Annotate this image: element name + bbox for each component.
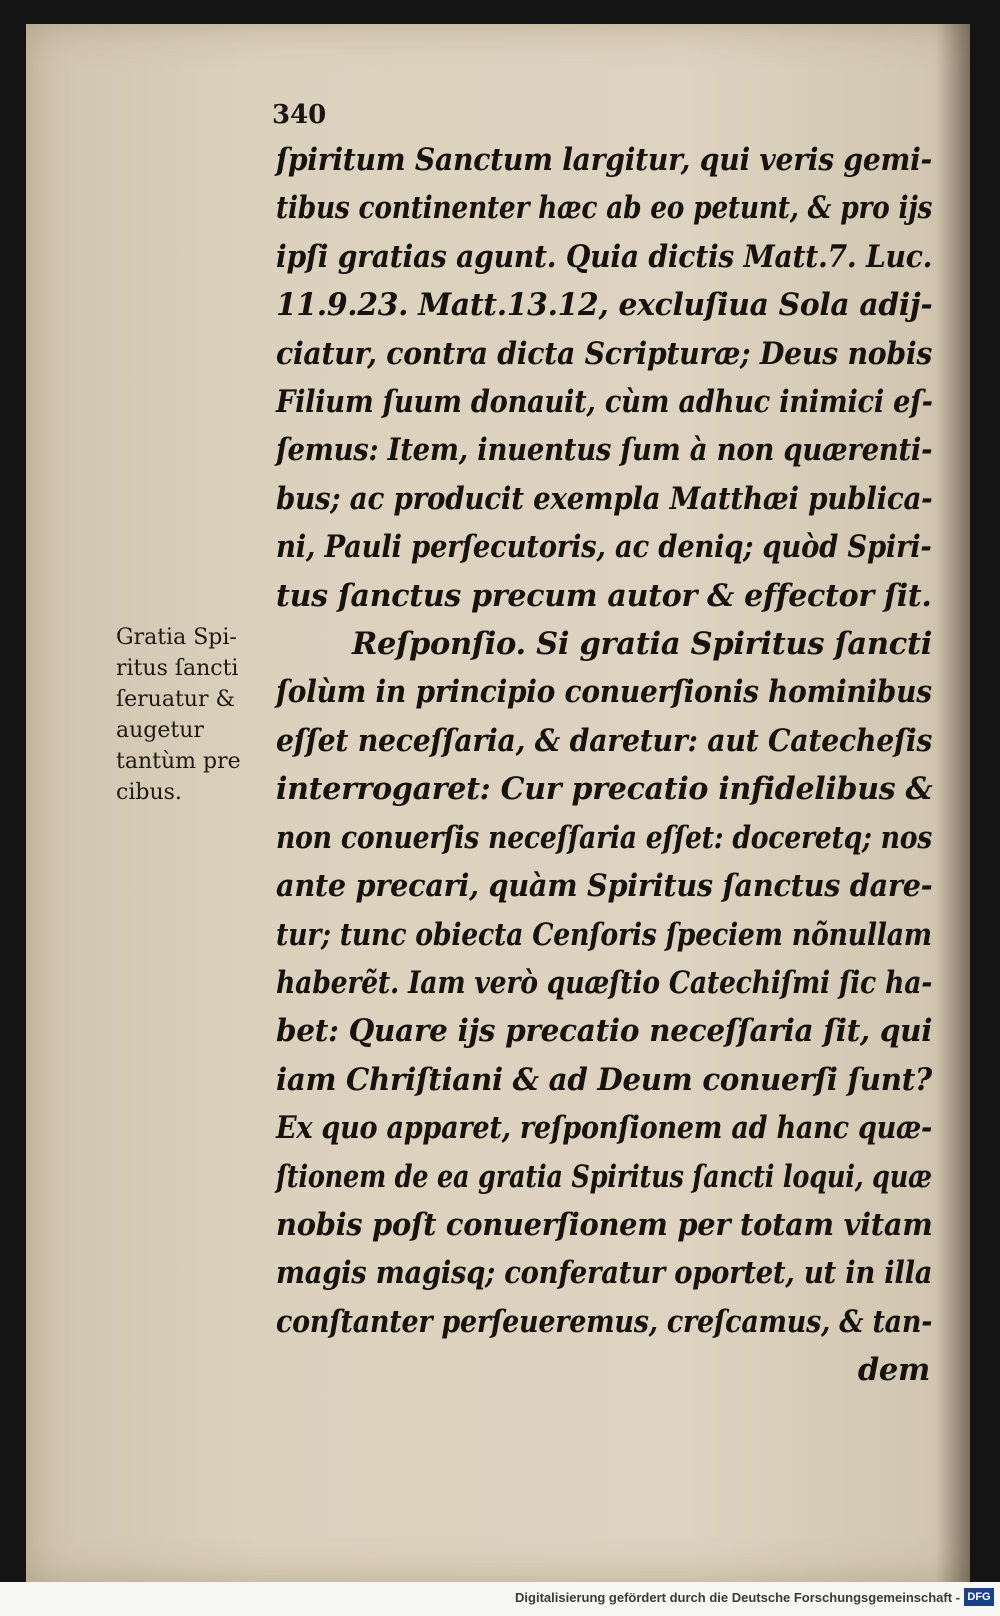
text-line: conſtanter perſeueremus, creſcamus, & tan- (276, 1303, 933, 1340)
text-line: ſpiritum Sanctum largitur, qui veris gemi- (276, 142, 932, 178)
text-line: tur; tunc obiecta Cenſoris ſpeciem nõnullam (276, 916, 932, 953)
marginal-note-line: Gratia Spi- (116, 625, 237, 650)
page-gutter-shadow (936, 24, 970, 1582)
text-line: ſolùm in principio conuerſionis hominibus (276, 674, 932, 711)
marginal-note-line: ſeruatur & (116, 687, 236, 712)
page-number: 340 (272, 100, 327, 130)
marginal-note-line: cibus. (116, 780, 182, 805)
text-line: non conuerſis neceſſaria eſſet: doceretq; nos (276, 819, 933, 856)
text-line: ipſi gratias agunt. Quia dictis Matt.7. Luc. (276, 238, 933, 275)
footer-credit: Digitalisierung gefördert durch die Deutsche Forschungsgemeinschaft - (515, 1590, 960, 1605)
text-line: interrogaret: Cur precatio infidelibus & (276, 771, 933, 808)
text-line: ſemus: Item, inuentus ſum à non quærenti- (276, 432, 933, 469)
text-line: iam Chriſtiani & ad Deum conuerſi ſunt? (276, 1061, 932, 1098)
marginal-note-line: tantùm pre (116, 749, 241, 774)
text-line: eſſet neceſſaria, & daretur: aut Catecheſis (276, 722, 933, 759)
marginal-note-line: augetur (116, 718, 204, 743)
marginal-note (116, 622, 276, 808)
body-text (276, 136, 936, 1395)
marginal-note-line: ritus ſancti (116, 656, 239, 681)
text-line: bet: Quare ijs precatio neceſſaria ſit, qui (276, 1013, 933, 1050)
text-line: magis magisq; conferatur oportet, ut in illa (276, 1255, 933, 1292)
dfg-logo-icon: DFG (964, 1588, 994, 1606)
text-line: ni, Pauli perſecutoris, ac deniq; quòd Spiri- (276, 529, 932, 566)
text-line: haberẽt. Iam verò quæſtio Catechiſmi ſic ha- (276, 964, 933, 1001)
text-line: ſtionem de ea gratia Spiritus ſancti loqui, quæ (276, 1158, 932, 1195)
text-line: ciatur, contra dicta Scripturæ; Deus nobis (276, 335, 932, 372)
catchword: dem (857, 1352, 930, 1389)
text-line: Ex quo apparet, reſponſionem ad hanc quæ- (276, 1110, 932, 1147)
text-line: nobis poſt conuerſionem per totam vitam (276, 1206, 933, 1243)
text-line: Filium ſuum donauit, cùm adhuc inimici eſ- (276, 384, 933, 421)
text-line: ante precari, quàm Spiritus ſanctus dare- (276, 868, 933, 905)
text-line: tus ſanctus precum autor & effector ſit. (276, 577, 932, 614)
text-line: Reſponſio. Si gratia Spiritus ſancti (352, 626, 933, 663)
text-line: 11.9.23. Matt.13.12, excluſiua Sola adij- (276, 287, 933, 324)
text-line: bus; ac producit exempla Matthæi publica- (276, 480, 933, 517)
text-line: tibus continenter hæc ab eo petunt, & pro ijs (276, 190, 933, 227)
